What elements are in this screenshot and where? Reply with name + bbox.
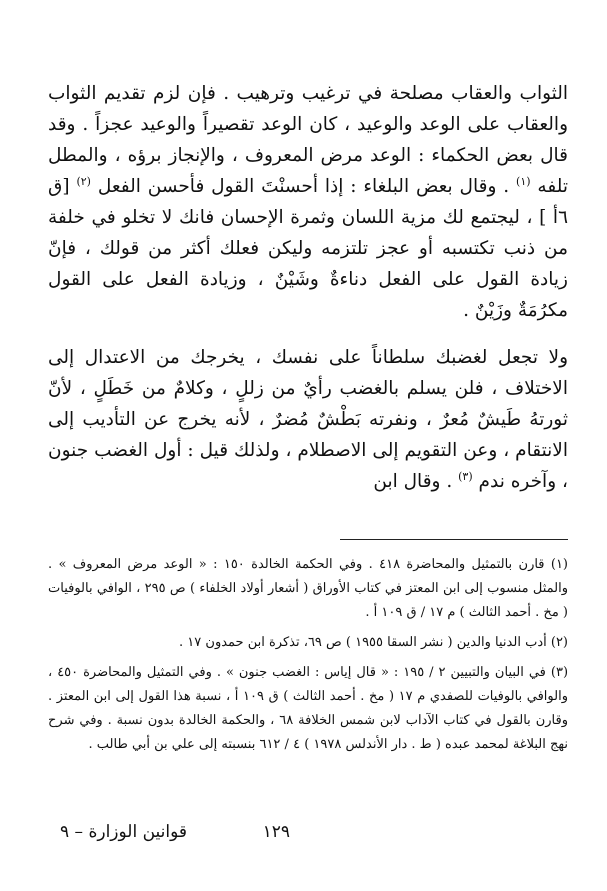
footnote-ref-2: (٢) — [76, 174, 91, 188]
footnote-separator — [340, 539, 568, 540]
paragraph-2-part-b: . وقال ابن — [373, 471, 453, 492]
paragraph-1-part-c: [ق ٦أ ] ، ليجتمع لك مزية اللسان وثمرة الإحسان فانك لا تخلو في خلفة من ذنب تكتسبه أو عجز تلتزمه وليكن فعلك أكثر من قولك ، فإنّ زيادة القول على الفعل دناءةٌ وشَيْنٌ ، وزيادة الفعل على القول مكرُمَةٌ وزَيْنٌ . — [48, 176, 568, 321]
footnotes — [48, 553, 568, 763]
page-footer — [60, 822, 530, 852]
footnote-3: (٣) في البيان والتبيين ٢ / ١٩٥ : « قال إياس : الغضب جنون » . وفي التمثيل والمحاضرة ٤٥٠ ، والوافي بالوفيات للصفدي م ١٧ ( مخ . أحمد الثالث ) ق ١٠٩ أ ، نسبة هذا القول إلى ابن المعتز . وقارن بالقول في كتاب الآداب لابن شمس الخلافة ٦٨ ، والحكمة الخالدة بدون نسبة . وفي شرح نهج البلاغة لمحمد عبده ( ط . دار الأندلس ١٩٧٨ ) ٤ / ٦١٢ بنسبته إلى علي بن أبي طالب . — [48, 665, 569, 752]
running-title: قوانين الوزارة – ٩ — [60, 822, 188, 842]
footnote-2: (٢) أدب الدنيا والدين ( نشر السقا ١٩٥٥ ) ص ٦٩، تذكرة ابن حمدون ١٧ . — [179, 635, 568, 650]
main-text — [48, 78, 568, 497]
footnote-1: (١) قارن بالتمثيل والمحاضرة ٤١٨ . وفي الحكمة الخالدة ١٥٠ : « الوعد مرض المعروف » . والمثل منسوب إلى ابن المعتز في كتاب الأوراق ( أشعار أولاد الخلفاء ) ص ٢٩٥ ، الوافي بالوفيات ( مخ . أحمد الثالث ) م ١٧ / ق ١٠٩ أ . — [48, 557, 568, 620]
paragraph-1-part-b: . وقال بعض البلغاء : إذا أحسنْتَ القول فأحسن الفعل — [97, 176, 510, 197]
footnote-ref-3: (٣) — [458, 469, 473, 483]
paragraph-1-part-a: الثواب والعقاب مصلحة في ترغيب وترهيب . فإن لزم تقديم الثواب والعقاب على الوعد والوعيد ، كان الوعد تقصيراً والوعيد عجزاً . وقد قال بعض الحكماء : الوعد مرض المعروف ، والإنجاز برؤه ، والمطل تلفه — [48, 83, 568, 197]
paragraph-1 — [48, 78, 568, 326]
paragraph-2-part-a: ولا تجعل لغضبك سلطاناً على نفسك ، يخرجك من الاعتدال إلى الاختلاف ، فلن يسلم بالغضب رأيٌ من زللٍ ، وكلامٌ من خَطَلٍ ، لأنّ ثورتهُ طَيشٌ مُعرٌ ، ونفرته بَطْشٌ مُضرٌ ، لأنه يخرج عن التأديب إلى الانتقام ، وعن التقويم إلى الاصطلام ، ولذلك قيل : أول الغضب جنون ، وآخره ندم — [48, 347, 568, 492]
footnote-ref-1: (١) — [516, 174, 531, 188]
paragraph-2 — [48, 342, 568, 497]
page-number: ١٢٩ — [262, 822, 290, 842]
